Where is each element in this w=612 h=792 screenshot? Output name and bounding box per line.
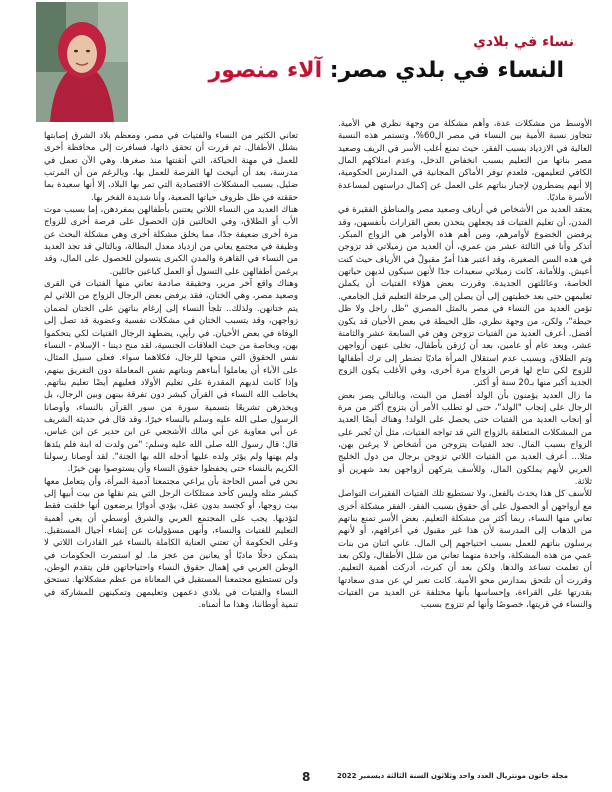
author-photo bbox=[36, 2, 128, 122]
paragraph: تعاني الكثير من النساء والفتيات في مصر، ومعظم بلاد الشرق إصابتها بشلل الأطفال. ثم قررت أن تحقق ذاتها، فسافرت إلى محافظة أخرى للعمل في مهنة الحياكة، التي أتقنتها منذ صغرها. وهي الآن تعمل في مدرسة، بعد أن أتيحت لها الفرصة للعمل بها، وبالرغم من أن المرتب ضئيل، بسبب المشكلات الاقتصادية التي تمر بها البلاد، إلا أنها سعيدة بما حققته في ظل ظروف حياتها الصعبة، وأنا شديدة الفخر بها. bbox=[44, 131, 298, 203]
paragraph: يعتقد العديد من الأشخاص في أرياف وصعيد مصر والمناطق الفقيرة في المدن، أن تعليم الفتيات قد يجعلهن يتخذن بعض القرارات بأنفسهن، وقد يرفضن الخضوع لأوامرهم، ومن أهم هذه الأوامر هي الزواج المبكر. أتذكر وأنا في الثالثة عشر من عمري، أن العديد من زميلاتي قد تزوجن في هذه السن الصغيرة، وقد اعتبر هذا أمرٌ مقبولٌ في الأرياف حيث كنت أعيش. وللأمانة، كانت زميلاتي سعيدات جدًا لأنهن سيكون لديهن حياتهن الخاصة، وعائلتهن الجديدة. وقررت بعض هؤلاء الفتيات أن يكملن تعليمهن حتى بعد خطبتهن إلى أن يصلن إلى مرحلة التعليم قبل الجامعي. bbox=[338, 205, 592, 302]
paragraph: ما زال العديد يؤمنون بأن الولد أفضل من البنت، وبالتالي يصر بعض الرجال على إنجاب "الولد"، حتى لو تطلب الأمر أن يتزوج أكثر من مرة أو إنجاب العديد من الفتيات حتى يحصل على الولد! وهناك أيضًا العديد من المشكلات المتعلقة بالزواج التي قد تواجه الفتيات، مثل أن تُجبر على الزواج بسبب المال. تجد الفتيات يتزوجن من أشخاص لا يرغبن بهن، مثلا... أعرف العديد من الفتيات اللاتي تزوجن برجال من دول الخليج العربي لأنهم يملكون المال، وللأسف يتركهن أزواجهن بعد شهرين أو ثلاثة. bbox=[338, 390, 592, 487]
section-label: نساء في بلادي bbox=[473, 34, 574, 50]
article-body bbox=[44, 118, 592, 746]
column-right bbox=[338, 118, 592, 746]
paragraph: تؤمن العديد من النساء في مصر بالمثل المصري "ظل راجل ولا ظل حيطة"، ولكن، من وجهة نظري، ظل الحيطة في بعض الأحيان قد يكون أفضل. أعرف العديد من الفتيات تزوجن وهن في السابعة عشر والثامنة عشر، وبعد عام أو عامين، بعد أن رُزقن بأطفال، تخلى عنهن أزواجهن وتم الطلاق، وبسبب عدم استقلال المرأة ماديًا تضطر إلى ترك أطفالها للزوج لكي تتاح لها فرص الزواج مرة أخرى، وفي الأغلب يكون الزوج الجديد أكبر منها بـ20 سنة أو أكثر. bbox=[338, 304, 592, 389]
paragraph: هناك العديد من النساء اللاتي يعتنين بأطفالهن بمفردهن، إما بسبب موت الأب أو الطلاق، وفي الحالتين فإن الحصول على فرصة أخرى للزواج مرة أخرى ضعيفة جدًا، مما يخلق مشكلة أخرى وهي مشكلة البحث عن وظيفة في مجتمع يعاني من ازدياد معدل البطالة، وبالتالي قد تجد العديد من النساء في القاهرة والمدن الكبرى يتسولن للحصول على المال، وقد يرغمن أطفالهن على التسول أو العمل كباعين جائلين. bbox=[44, 205, 298, 277]
paragraph: وهناك واقع آخر مرير، وحقيقة صادمة تعاني منها الفتيات في القرى وصعيد مصر، وهي الختان، فقد يرفض بعض الرجال الزواج من اللاتي لم يتم ختانهن. ولذلك.. تلجأ النساء إلى إرغام بناتهن على الختان لضمان زواجهن، وقد يتسبب الختان في مشكلات نفسية وعضوية قد تصل إلى الوفاة في بعض الأحيان. في رأيي، يضطهد الرجال الفتيات لكي يتحكموا بهن، وبخاصة من حيث العلاقات الجنسية، لقد منح ديننا - الإسلام - النساء نفس الحقوق التي منحها للرجال، فكلاهما سواء. فعلى سبيل المثال، على الآباء أن يعاملوا أبناءهم وبناتهم نفس المعاملة دون التفريق بينهم، وإذا كانت لديهم المقدرة على تعليم الأولاد فعليهم أيضًا تعليم بناتهم. يخاطب الله النساء في القرآن كبشر دون تفرقة بينهن وبين الرجال، بل ويحذرهن تشريعًا بتسمية سورة من سور القرآن بالنساء، وأوصانا الرسول صلى الله عليه وسلم بالنساء خيرًا، وقد قال في حديثه الشريف عن أبي معاوية عن أبي مالك الأشجعي عن ابن حدير عن ابن عباس، قال: قال رسول الله صلى الله عليه وسلم: "من ولدت له ابنة فلم يئدها ولم يهنها ولم يؤثر ولده عليها أدخله الله بها الجنة". لقد أوصانا رسولنا الكريم بالنساء حتى يحفظوا حقوق النساء وأن يستوصوا بهن خيرًا. bbox=[44, 279, 298, 475]
page-number: 8 bbox=[302, 770, 311, 784]
paragraph: الأوسط من مشكلات عدة، وأهم مشكلة من وجهة نظري هي الأمية. تتجاوز نسبة الأمية بين النساء في مصر ال60%، وتستمر هذه النسبة العالية في الازدياد بسبب الفقر. حيث تمنع أغلب الأسر في الريف وصعيد مصر بناتها من التعليم بسبب انخفاض الدخل، وعدم امتلاكهم المال الكافي لتعليمهن، فلعدم توفر الأماكن المجانية في المدارس الحكومية، إلا أنهم يضطرون لإجبار بناتهم على العمل عن إكمال دراستهن لمساعدة الأسرة ماديًا. bbox=[338, 119, 592, 204]
article-title bbox=[209, 58, 564, 83]
column-left bbox=[44, 130, 298, 746]
paragraph: نحن في أمس الحاجة بأن يراعي مجتمعنا آدمية المرأة، وأن يتعامل معها كبشر مثله وليس كأحد ممتلكات الرجل التي يتم نقلها من بيت أبيها إلى بيت زوجها، أو كجسد بدون عقل، يؤدي أدوارًا يرضعون أنها خلقت فقط لتؤديها. يجب على المجتمع العربي والشرق أوسطي أن يعي أهمية التعليم للفتيات والنساء، وأنهن مسؤوليات عن إنشاء أجيال المستقبل. وعلى الحكومة أن تعتني العناية الكاملة بالنساء غير القادرات اللاتي لا يتمكن دخلًا ماديًا أو يعانين من عجز ما. لو استمرت الحكومات في الوطن العربي في إهمال حقوق النساء واحتياجاتهن فلن يتقدم الوطن، ولن تستطيع مجتمعنا المستقبل في المعاناة من عظم مشكلاتها. تستحق النساء والفتيات في بلادي دعمهن وتعليمهن وتمكينهن للمشاركة في تنمية أوطاننا، وهذا ما أتمناه. bbox=[44, 476, 298, 611]
title-main: النساء في بلدي مصر: bbox=[322, 58, 564, 83]
title-author: آلاء منصور bbox=[208, 58, 323, 83]
paragraph: للأسف كل هذا يحدث بالفعل، ولا تستطيع تلك الفتيات الفقيرات التواصل مع أزواجهن أو الحصول على أي حقوق بسبب الفقر. الفقر مشكلة أخرى تعاني منها النساء، ربما أكثر من مشكلة التعليم. بعض الأسر تمنع بناتهم من الذهاب إلى المدرسة لأن هذا غير مقبول في أعرافهم، أو لأنهم يرسلون بناتهم للعمل بسبب احتياجهم إلى المال. عاني اثنان من بنات عمي من هذه المشكلة، واحدة منهما تعاني من شلل الأطفال، ولكن بعد أن تعلمت تساعد والدها. ولكن بعد أن كبرت، أدركت أهمية التعليم. وقررت أن تلتحق بمدارس محو الأمية. كانت تعبر لي عن مدى سعادتها بقدرتها على القراءة، وإحساسها بأنها مختلفة عن العديد من الفتيات والنساء في قريتها، خصوصًا وأنها لم تتزوج بسبب bbox=[338, 489, 592, 611]
page-footer bbox=[44, 770, 568, 784]
journal-line: مجلة خاتون مونتريال العدد واحد وثلاثون السنة الثالثة ديسمبر 2022 bbox=[337, 772, 568, 780]
